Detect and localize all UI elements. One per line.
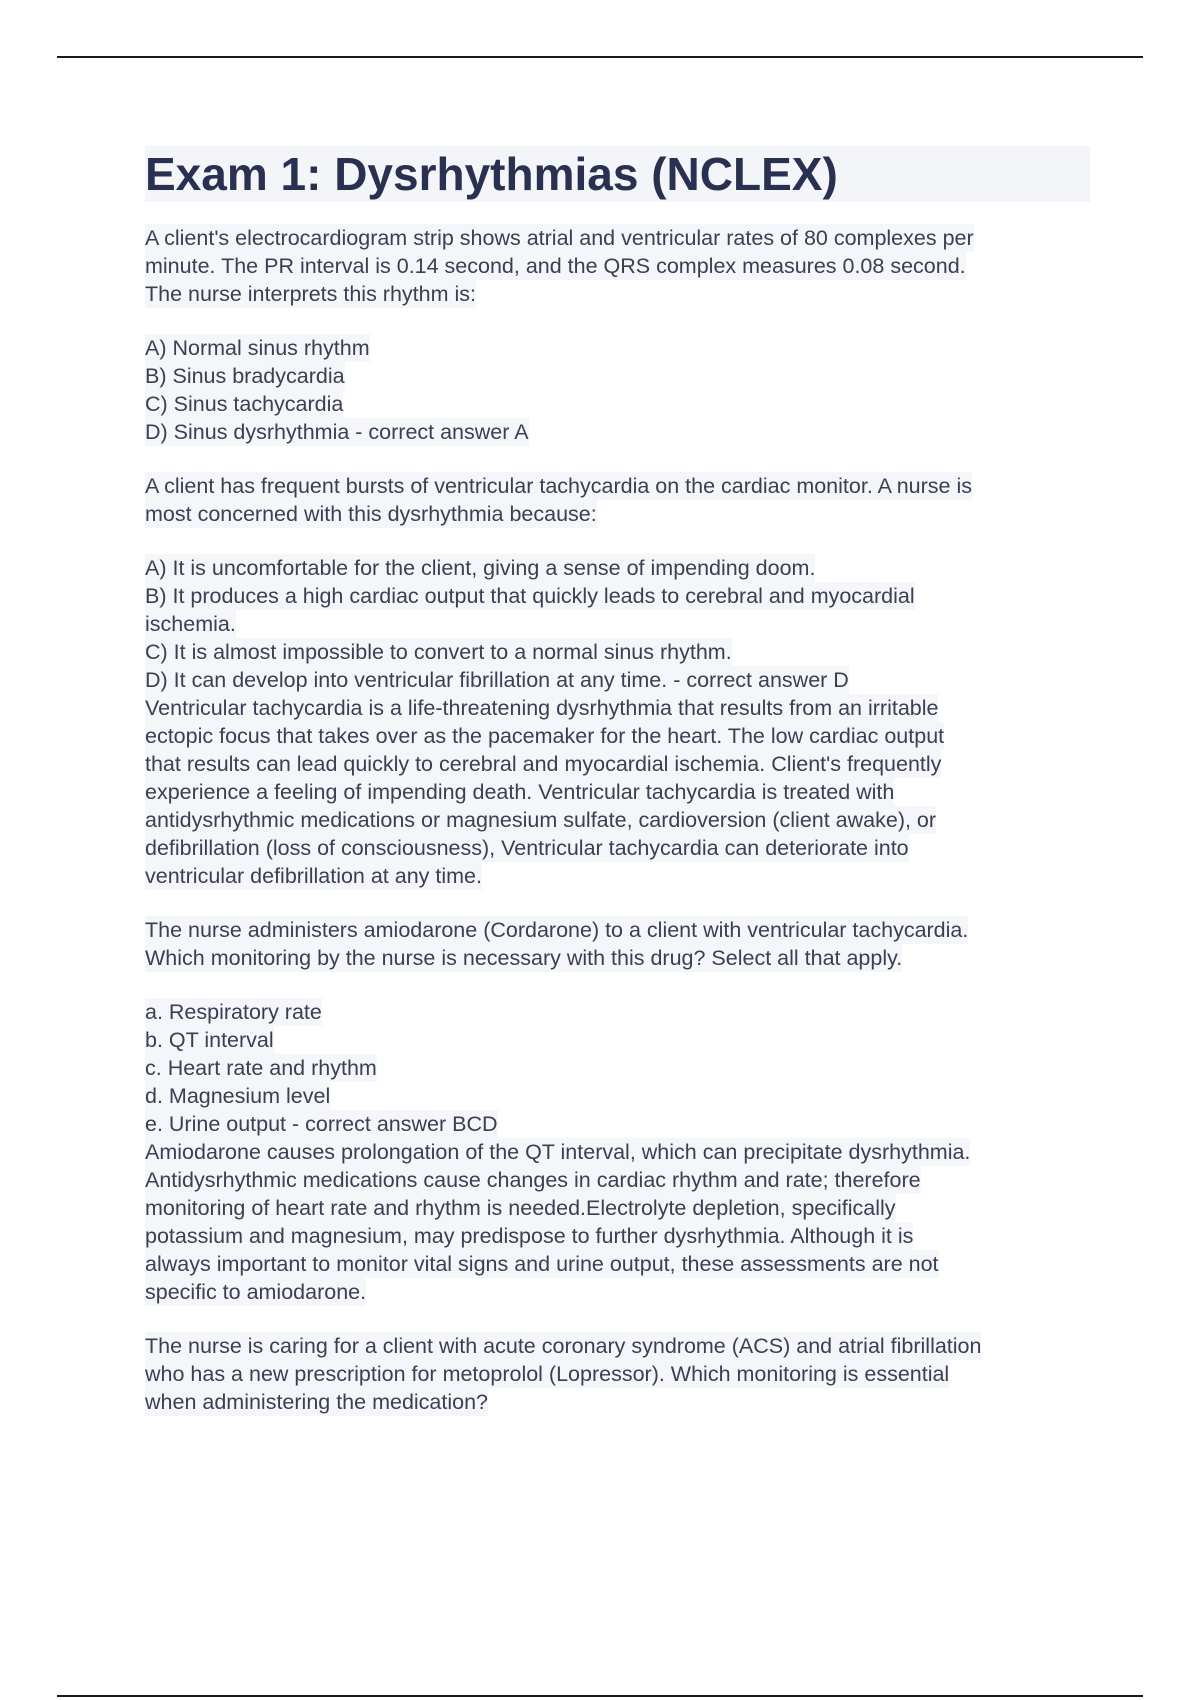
- question-3-rationale-line: always important to monitor vital signs and urine output, these assessments are not: [145, 1252, 939, 1276]
- question-3-rationale-line: potassium and magnesium, may predispose to further dysrhythmia. Although it is: [145, 1224, 914, 1248]
- question-1-option-answer: D) Sinus dysrhythmia - correct answer A: [145, 420, 529, 444]
- page-title: Exam 1: Dysrhythmias (NCLEX): [145, 146, 1090, 202]
- question-4-stem-line: when administering the medication?: [145, 1390, 489, 1414]
- question-3-option: b. QT interval: [145, 1028, 274, 1052]
- question-2-rationale-line: ectopic focus that takes over as the pacemaker for the heart. The low cardiac output: [145, 724, 945, 748]
- question-4-stem-line: who has a new prescription for metoprolol (Lopressor). Which monitoring is essential: [145, 1362, 950, 1386]
- question-2-option: B) It produces a high cardiac output that quickly leads to cerebral and myocardial: [145, 584, 915, 608]
- question-3-option: a. Respiratory rate: [145, 1000, 322, 1024]
- question-2-option: C) It is almost impossible to convert to a normal sinus rhythm.: [145, 640, 732, 664]
- bottom-rule: [57, 1695, 1143, 1697]
- question-2-option: A) It is uncomfortable for the client, giving a sense of impending doom.: [145, 556, 816, 580]
- question-3-rationale-line: specific to amiodarone.: [145, 1280, 367, 1304]
- question-3: [145, 912, 1090, 1306]
- question-3-option: d. Magnesium level: [145, 1084, 331, 1108]
- question-3-rationale-line: Amiodarone causes prolongation of the QT interval, which can precipitate dysrhythmia.: [145, 1140, 971, 1164]
- question-3-rationale-line: Antidysrhythmic medications cause changes in cardiac rhythm and rate; therefore: [145, 1168, 921, 1192]
- question-1-option: C) Sinus tachycardia: [145, 392, 344, 416]
- top-rule: [57, 56, 1143, 58]
- question-3-stem-line: The nurse administers amiodarone (Cordarone) to a client with ventricular tachycardia.: [145, 918, 969, 942]
- question-2-rationale-line: that results can lead quickly to cerebral and myocardial ischemia. Client's frequently: [145, 752, 942, 776]
- question-3-option-answer: e. Urine output - correct answer BCD: [145, 1112, 498, 1136]
- question-4-stem-line: The nurse is caring for a client with acute coronary syndrome (ACS) and atrial fibrillation: [145, 1334, 982, 1358]
- question-1-stem-line: A client's electrocardiogram strip shows atrial and ventricular rates of 80 complexes per: [145, 226, 974, 250]
- question-2-rationale-line: Ventricular tachycardia is a life-threatening dysrhythmia that results from an irritable: [145, 696, 939, 720]
- question-2-rationale-line: defibrillation (loss of consciousness), Ventricular tachycardia can deteriorate into: [145, 836, 909, 860]
- question-2-stem-line: most concerned with this dysrhythmia because:: [145, 502, 597, 526]
- question-3-option: c. Heart rate and rhythm: [145, 1056, 377, 1080]
- question-4: [145, 1328, 1090, 1416]
- question-2-rationale-line: ventricular defibrillation at any time.: [145, 864, 482, 888]
- question-2-rationale-line: experience a feeling of impending death. Ventricular tachycardia is treated with: [145, 780, 895, 804]
- question-3-rationale-line: monitoring of heart rate and rhythm is needed.Electrolyte depletion, specifically: [145, 1196, 896, 1220]
- question-1: [145, 224, 1090, 446]
- question-2-option-answer: D) It can develop into ventricular fibrillation at any time. - correct answer D: [145, 668, 849, 692]
- question-2-option: ischemia.: [145, 612, 236, 636]
- document-body: [145, 146, 1090, 1416]
- question-2-stem-line: A client has frequent bursts of ventricular tachycardia on the cardiac monitor. A nurse is: [145, 474, 972, 498]
- question-2: [145, 468, 1090, 890]
- question-2-rationale-line: antidysrhythmic medications or magnesium sulfate, cardioversion (client awake), or: [145, 808, 937, 832]
- question-1-stem-line: The nurse interprets this rhythm is:: [145, 282, 476, 306]
- question-1-stem-line: minute. The PR interval is 0.14 second, and the QRS complex measures 0.08 second.: [145, 254, 966, 278]
- question-1-option: A) Normal sinus rhythm: [145, 336, 370, 360]
- question-3-stem-line: Which monitoring by the nurse is necessary with this drug? Select all that apply.: [145, 946, 903, 970]
- question-1-option: B) Sinus bradycardia: [145, 364, 345, 388]
